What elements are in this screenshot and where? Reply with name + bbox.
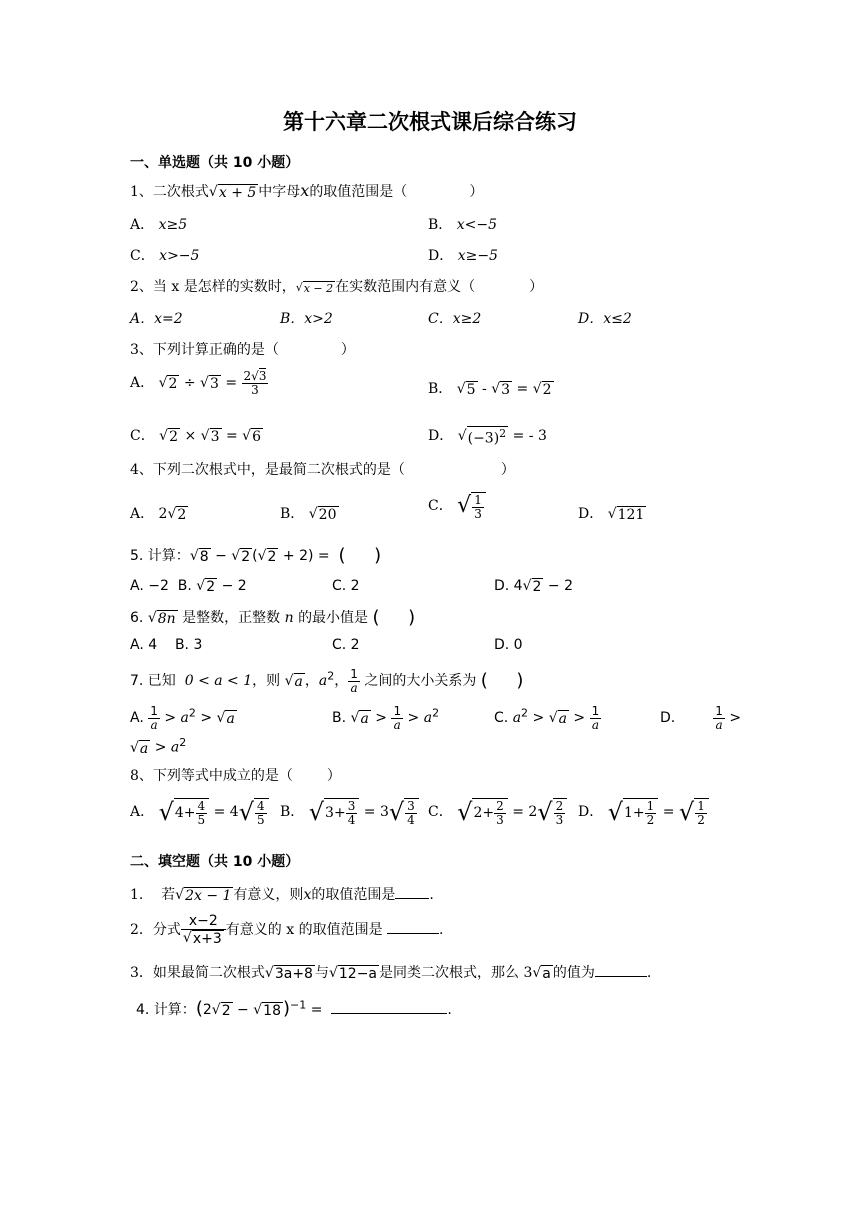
q2-option-c: C．x≥2 xyxy=(428,311,482,327)
radical-x-plus-5: √x + 5 xyxy=(208,184,257,201)
q7-option-d: D. $\frac{1}{a}$ > xyxy=(660,704,742,732)
fill-question-1: 1. 若√2x − 1 有意义，则x的取值范围是 . xyxy=(130,887,434,904)
q4-option-a: A． 2√2 xyxy=(130,506,187,523)
q2-option-a: A．x=2 xyxy=(130,311,183,327)
section-fill-in: 二、填空题（共 10 小题） xyxy=(130,854,300,870)
fill-question-4: 4. 计算：(2√2 − √18 )$^{-1}$ = . xyxy=(136,998,452,1019)
q1-option-d: D． x≥−5 xyxy=(428,248,498,264)
section-multiple-choice: 一、单选题（共 10 小题） xyxy=(130,155,300,171)
q8-option-b: B． √3+ $\frac{3}{4}$ = 3√ $\frac{3}{4}$ xyxy=(280,798,419,826)
q8-option-d: D． √1+ $\frac{1}{2}$ = √ $\frac{1}{2}$ xyxy=(578,798,709,826)
question-1: 1、二次根式√x + 5 中字母x的取值范围是（ ） xyxy=(130,181,484,201)
q6-option-a: A. 4 B. 3 xyxy=(130,637,203,653)
q7-option-c: C. $a^2 > √a$ > $\frac{1}{a}$ xyxy=(494,704,600,732)
q3-option-c: C． √2 × √3 = √6 xyxy=(130,428,261,445)
question-3: 3、下列计算正确的是（ ） xyxy=(130,342,355,358)
radical-x-minus-2: √x − 2 xyxy=(295,280,334,295)
q5-option-d: D. 4√2 − 2 xyxy=(494,578,573,595)
q3-option-a: A． √2 ÷ √3 = $\frac{2√3}{3}$ xyxy=(130,369,267,397)
q6-option-c: C. 2 xyxy=(332,637,360,653)
q1-text-a: 1、二次根式 xyxy=(130,184,209,200)
q4-option-b: B． √20 xyxy=(280,506,337,523)
q1-text-d: ） xyxy=(469,184,484,200)
q1-text-c: 的取值范围是（ xyxy=(309,184,408,200)
page-title: 第十六章二次根式课后综合练习 xyxy=(283,110,577,134)
q8-option-c: C． √2+ $\frac{2}{3}$ = 2√ $\frac{2}{3}$ xyxy=(428,798,567,826)
q7-option-b: B. √a > $\frac{1}{a}$ > $a^2$ xyxy=(332,704,440,732)
q3-option-d: D． $√(-3)^2$ = - 3 xyxy=(428,427,547,447)
fill-question-2: 2．分式 $\frac{x-2}{√x+3}$ 有意义的 x 的取值范围是 . xyxy=(130,913,444,947)
answer-blank-4[interactable] xyxy=(331,1001,447,1014)
q1-option-b: B． x<−5 xyxy=(428,217,498,233)
question-2: 2、当 x 是怎样的实数时，√x − 2 在实数范围内有意义（ ） xyxy=(130,279,544,295)
q1-text-b: 中字母 xyxy=(258,184,301,200)
q7-option-a: A. $\frac{1}{a}$ > $a^2 > √a$ xyxy=(130,704,235,732)
q6-option-d: D. 0 xyxy=(494,637,523,653)
q1-option-c: C． x>−5 xyxy=(130,248,200,264)
q5-option-a: A. −2 B. √2 − 2 xyxy=(130,578,247,595)
q2-option-d: D．x≤2 xyxy=(578,311,632,327)
q1-option-a: A． x≥5 xyxy=(130,217,188,233)
q4-option-d: D． √121 xyxy=(578,506,645,523)
answer-blank-1[interactable] xyxy=(395,886,429,899)
question-6: 6. √8n 是整数，正整数 n 的最小值是 ( ) xyxy=(130,607,416,628)
answer-blank-3[interactable] xyxy=(595,964,647,977)
q3-option-b: B． √5 - √3 = √2 xyxy=(428,381,552,398)
question-8: 8、下列等式中成立的是（ ） xyxy=(130,768,341,784)
q5-option-c: C. 2 xyxy=(332,578,360,594)
q2-option-b: B．x>2 xyxy=(280,311,333,327)
question-5: 5. 计算：√8 − √2 (√2 + 2) = ( ) xyxy=(130,545,382,566)
answer-blank-2[interactable] xyxy=(387,921,439,934)
fill-question-3: 3．如果最简二次根式√3a+8 与√12−a 是同类二次根式，那么 3√a 的值为 . xyxy=(130,965,652,982)
q4-option-c: C． √ $\frac{1}{3}$ xyxy=(428,492,486,520)
question-4: 4、下列二次根式中，是最简二次根式的是（ ） xyxy=(130,462,515,478)
q7-option-d-cont: $√a > a^2$ xyxy=(130,736,187,757)
q8-option-a: A． √4+ $\frac{4}{5}$ = 4√ $\frac{4}{5}$ xyxy=(130,798,269,826)
question-7: 7. 已知 0 < a < 1，则 √a ，$a^2$， $\frac{1}{a}$ 之间的大小关系为 ( ) xyxy=(130,667,524,695)
